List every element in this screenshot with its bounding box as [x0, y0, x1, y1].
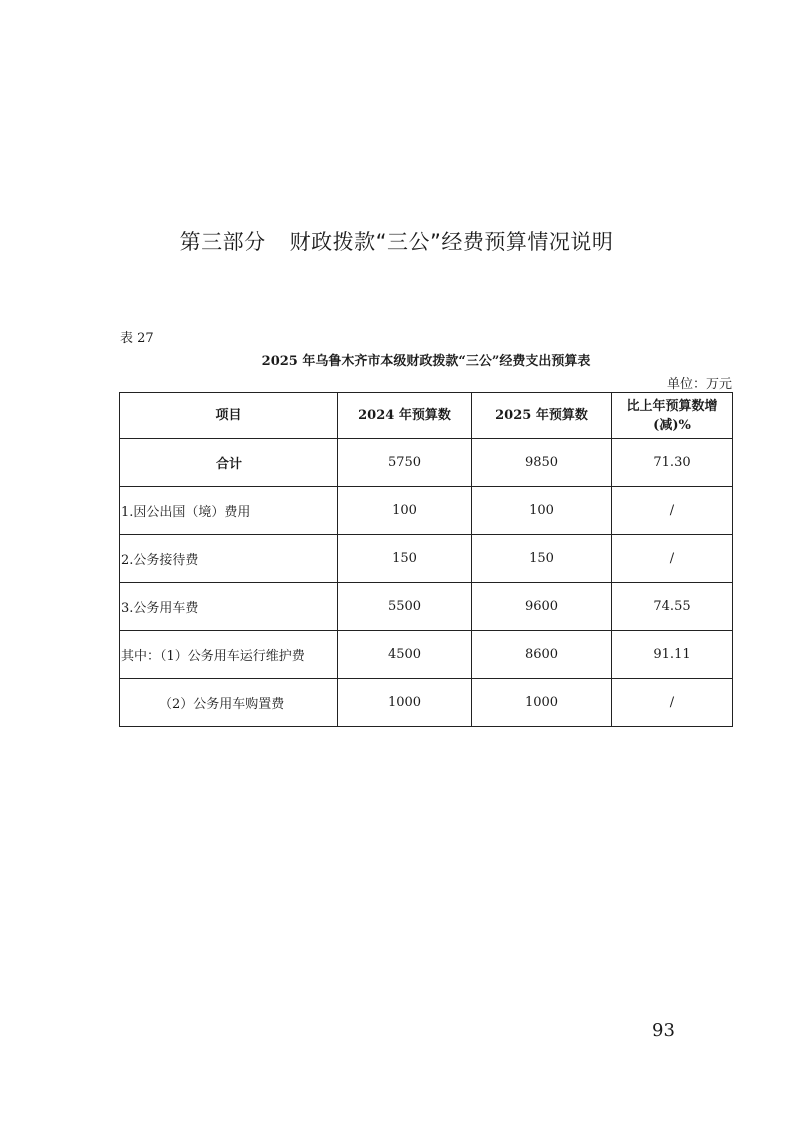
table-row — [120, 487, 733, 535]
row-change-value: 74.55 — [612, 583, 733, 631]
table-row — [120, 679, 733, 727]
row-2025-value: 1000 — [472, 679, 612, 727]
table-row — [120, 535, 733, 583]
budget-table — [119, 392, 733, 727]
row-change-value: 91.11 — [612, 631, 733, 679]
header-change-line2: (减)% — [653, 417, 691, 433]
row-2025-value: 9850 — [472, 439, 612, 487]
row-change-value: / — [612, 535, 733, 583]
row-2024-value: 100 — [338, 487, 472, 535]
table-number: 表 27 — [120, 331, 154, 346]
part-title-text: 财政拨款“三公”经费预算情况说明 — [289, 230, 614, 254]
row-change-value: 71.30 — [612, 439, 733, 487]
row-2024-value: 5750 — [338, 439, 472, 487]
table-row — [120, 583, 733, 631]
row-2025-value: 8600 — [472, 631, 612, 679]
part-title-number: 第三部分 — [179, 230, 266, 254]
row-2024-value: 5500 — [338, 583, 472, 631]
table-title: 2025 年乌鲁木齐市本级财政拨款“三公”经费支出预算表 — [261, 354, 591, 369]
row-change-value: / — [612, 679, 733, 727]
row-2025-value: 9600 — [472, 583, 612, 631]
header-change-percent — [612, 393, 733, 439]
row-item: 2.公务接待费 — [120, 535, 338, 583]
unit-label: 单位：万元 — [666, 377, 732, 392]
header-2025-budget: 2025 年预算数 — [472, 393, 612, 439]
table-row-total — [120, 439, 733, 487]
row-2025-value: 100 — [472, 487, 612, 535]
part-title — [0, 226, 793, 256]
row-item: 其中：（1）公务用车运行维护费 — [120, 631, 338, 679]
row-item: 合计 — [120, 439, 338, 487]
row-2024-value: 1000 — [338, 679, 472, 727]
table-row — [120, 631, 733, 679]
header-2024-budget: 2024 年预算数 — [338, 393, 472, 439]
header-change-line1: 比上年预算数增 — [626, 398, 718, 414]
page-number: 93 — [652, 1020, 675, 1041]
row-2025-value: 150 — [472, 535, 612, 583]
row-2024-value: 150 — [338, 535, 472, 583]
table-header-row — [120, 393, 733, 439]
row-item: 1.因公出国（境）费用 — [120, 487, 338, 535]
row-2024-value: 4500 — [338, 631, 472, 679]
row-item: 3.公务用车费 — [120, 583, 338, 631]
header-item: 项目 — [120, 393, 338, 439]
row-change-value: / — [612, 487, 733, 535]
row-item: （2）公务用车购置费 — [120, 679, 338, 727]
